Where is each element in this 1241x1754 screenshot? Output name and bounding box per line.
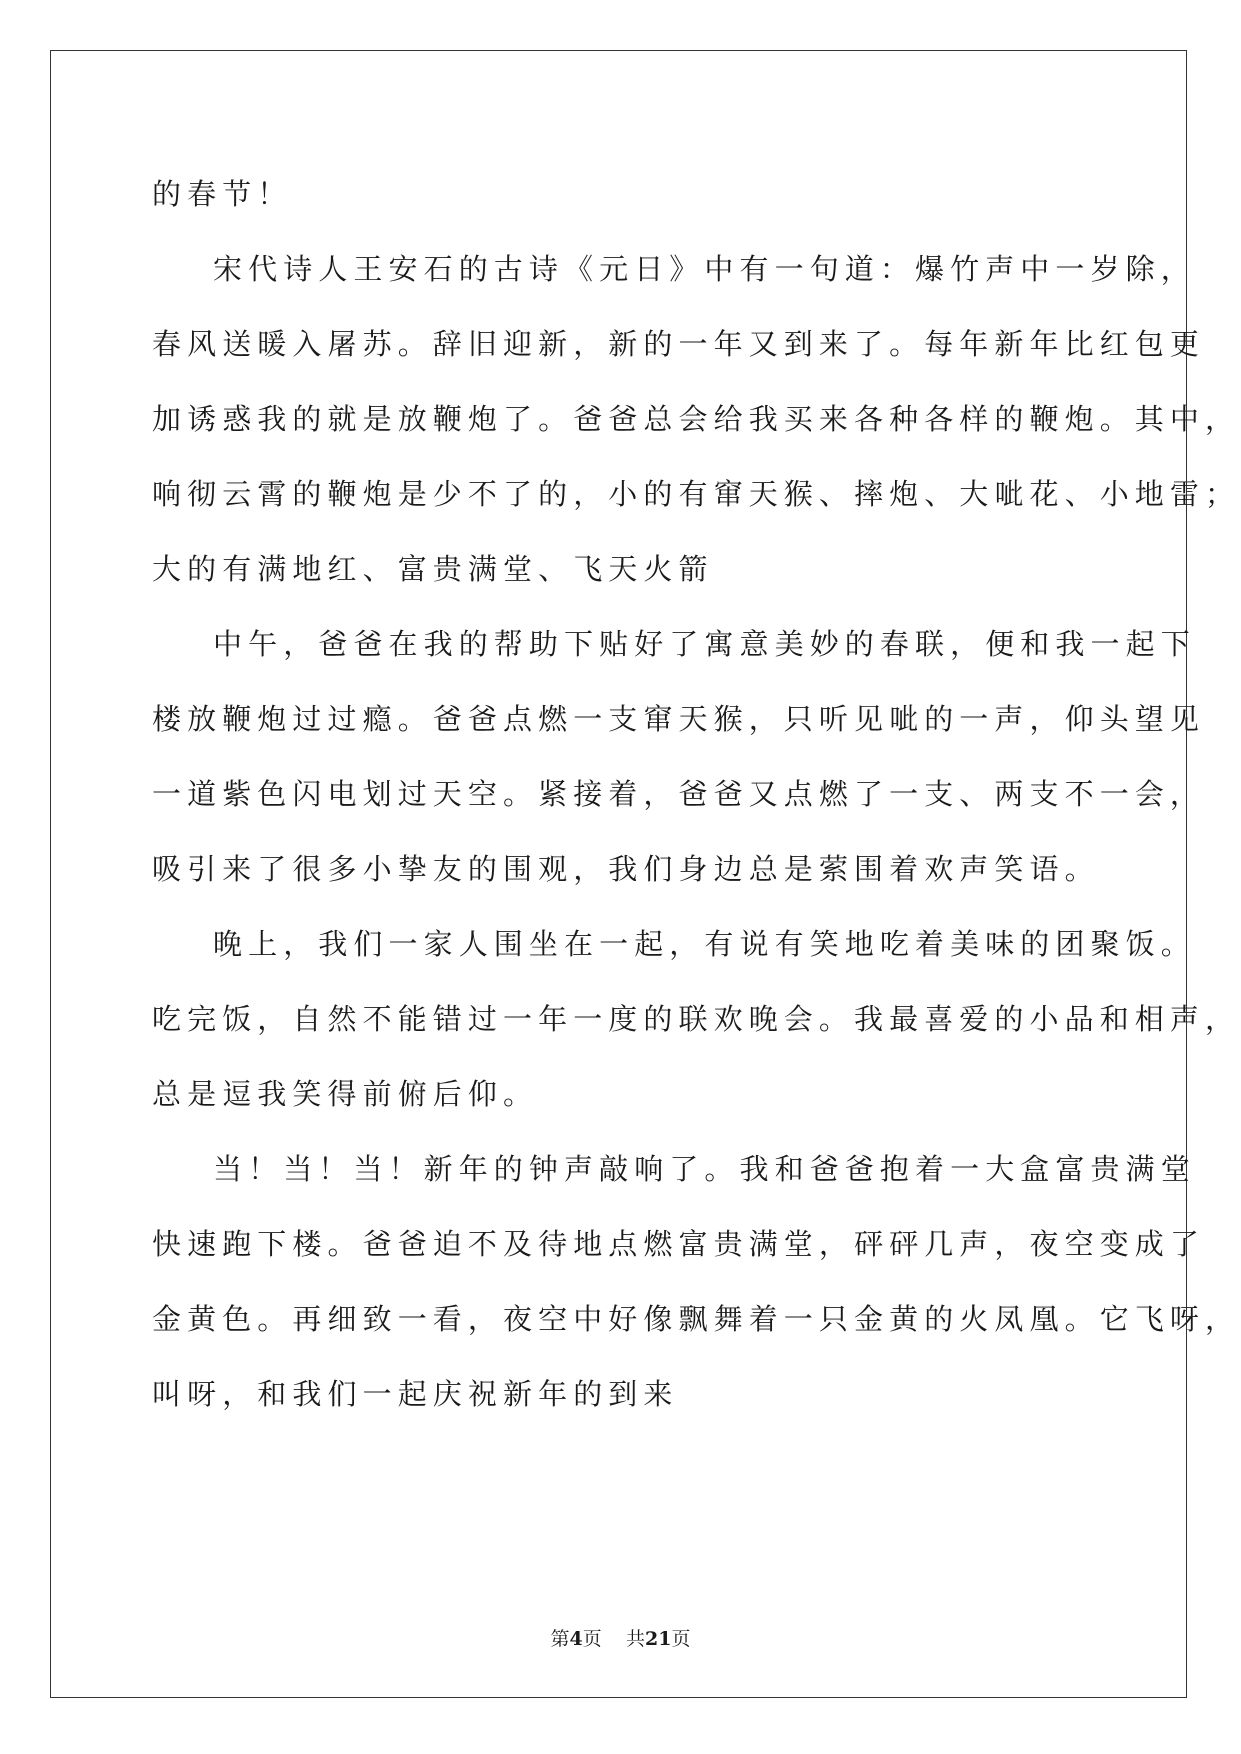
text-line: 楼放鞭炮过过瘾。爸爸点燃一支窜天猴，只听见呲的一声，仰头望见 [152,702,1206,736]
document-body [152,162,1241,1437]
text-line: 大的有满地红、富贵满堂、飞天火箭 [152,552,714,586]
text-line: 快速跑下楼。爸爸迫不及待地点燃富贵满堂，砰砰几声，夜空变成了 [152,1227,1206,1261]
total-suffix: 页 [671,1628,691,1650]
text-line: 叫呀，和我们一起庆祝新年的到来 [152,1377,679,1411]
text-line: 吃完饭，自然不能错过一年一度的联欢晚会。我最喜爱的小品和相声， [152,1002,1241,1036]
text-line: 当！当！当！新年的钟声敲响了。我和爸爸抱着一大盒富贵满堂 [213,1152,1196,1186]
text-line: 金黄色。再细致一看，夜空中好像飘舞着一只金黄的火凤凰。它飞呀， [152,1302,1241,1336]
text-line: 的春节！ [152,177,293,211]
text-line: 中午，爸爸在我的帮助下贴好了寓意美妙的春联，便和我一起下 [213,627,1196,661]
page-footer [0,1624,1241,1651]
text-line: 晚上，我们一家人围坐在一起，有说有笑地吃着美味的团聚饭。 [213,927,1196,961]
text-line: 春风送暖入屠苏。辞旧迎新，新的一年又到来了。每年新年比红包更 [152,327,1206,361]
text-line: 一道紫色闪电划过天空。紧接着，爸爸又点燃了一支、两支不一会， [152,777,1206,811]
text-line: 总是逗我笑得前俯后仰。 [152,1077,539,1111]
page-number: 4 [569,1628,583,1650]
text-line: 吸引来了很多小挚友的围观，我们身边总是萦围着欢声笑语。 [152,852,1100,886]
page-prefix: 第 [550,1628,570,1650]
total-pages: 21 [644,1628,672,1650]
text-line: 加诱惑我的就是放鞭炮了。爸爸总会给我买来各种各样的鞭炮。其中， [152,402,1241,436]
text-line: 宋代诗人王安石的古诗《元日》中有一句道：爆竹声中一岁除， [213,252,1196,286]
page-suffix: 页 [582,1628,602,1650]
total-prefix: 共 [625,1628,645,1650]
text-line: 响彻云霄的鞭炮是少不了的，小的有窜天猴、摔炮、大呲花、小地雷； [152,477,1241,511]
